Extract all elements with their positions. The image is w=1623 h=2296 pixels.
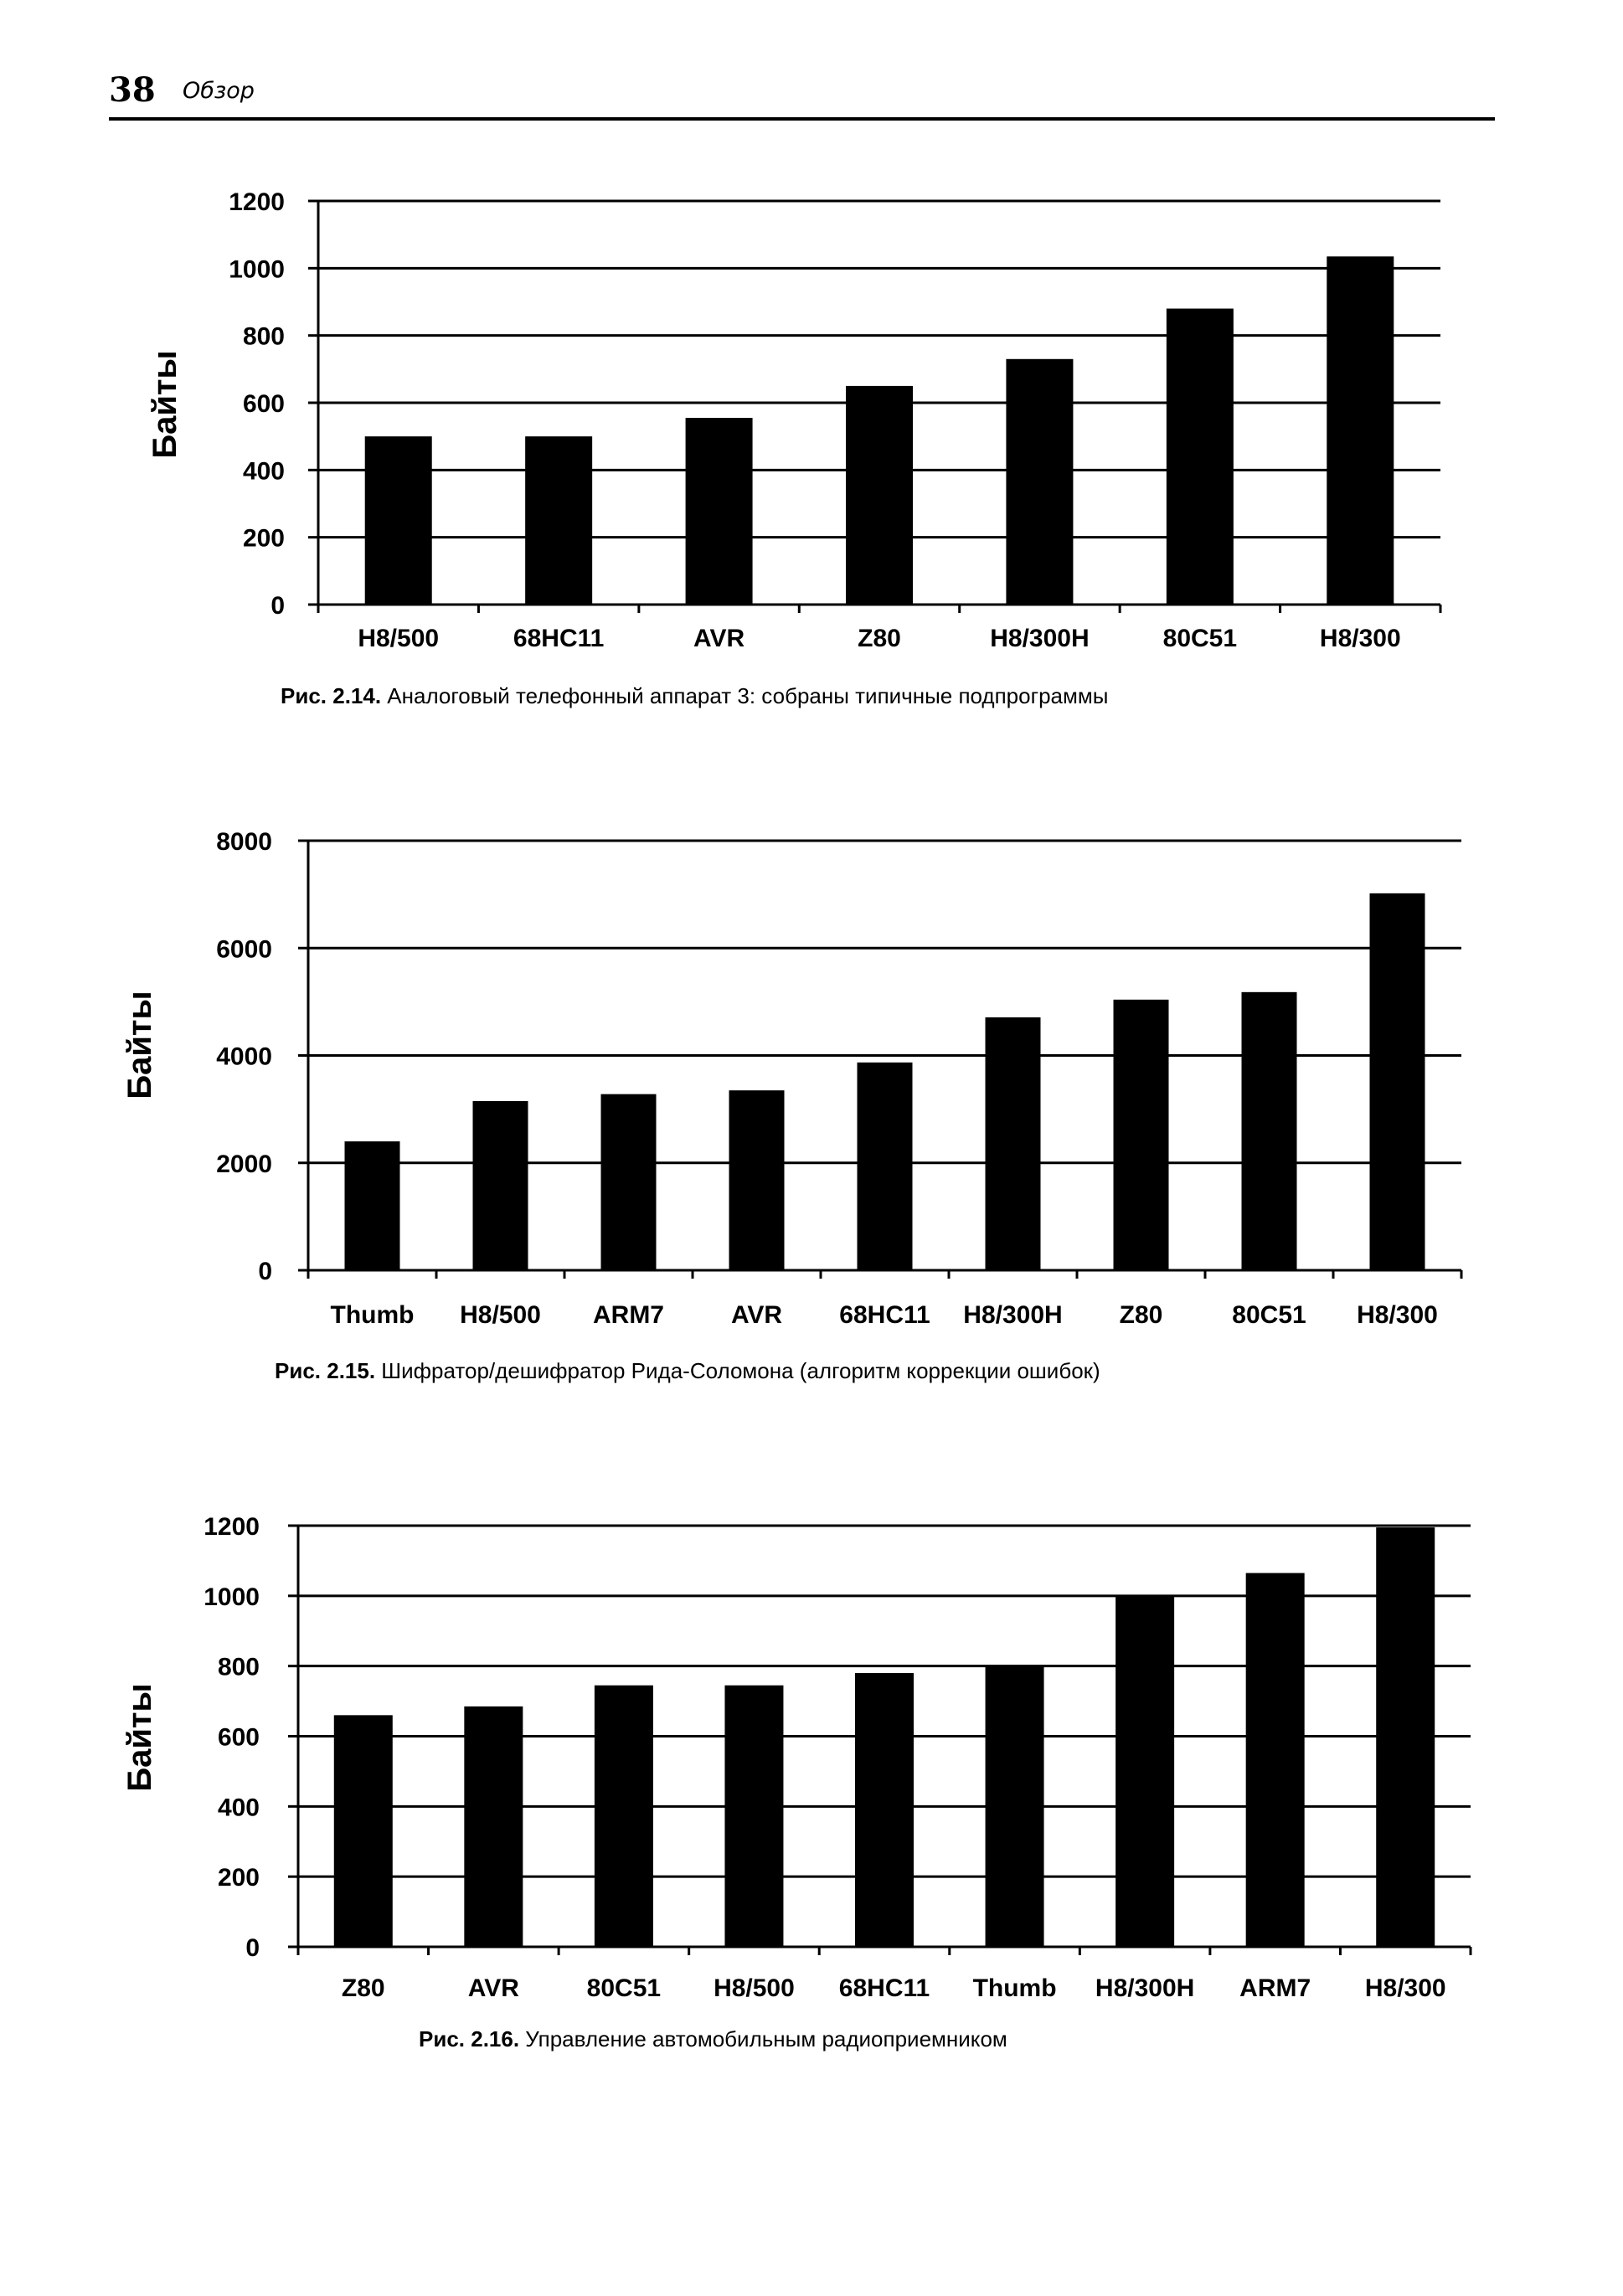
y-tick-label: 400 [242,457,285,486]
x-category-label: H8/300H [1095,1974,1195,2002]
y-tick-label: 2000 [216,1150,272,1178]
y-tick-label: 8000 [216,828,272,856]
chart-fig-2-14 [0,167,1623,837]
bar [525,436,592,605]
caption-text: Шифратор/дешифратор Рида-Соломона (алгоритм коррекции ошибок) [381,1358,1100,1383]
x-category-label: ARM7 [592,1301,665,1329]
x-category-label: 80C51 [1162,625,1238,652]
page-number: 38 [109,70,156,110]
bar [729,1090,785,1270]
caption-fig-2-16 [419,2026,1007,2052]
bar [855,1673,914,1947]
y-tick-label: 1000 [204,1583,260,1611]
caption-text: Аналоговый телефонный аппарат 3: собраны типичные подпрограммы [387,683,1109,708]
y-tick-label: 400 [217,1794,260,1822]
y-tick-label: 0 [245,1934,260,1962]
y-tick-label: 1200 [204,1513,260,1541]
y-tick-label: 1200 [229,188,285,216]
x-category-label: 68HC11 [838,1974,930,2002]
y-tick-label: 200 [217,1864,260,1892]
caption-text: Управление автомобильным радиоприемником [525,2026,1007,2051]
bar [986,1666,1044,1947]
x-category-label: H8/500 [460,1301,541,1329]
chart-fig-2-16 [0,1490,1623,2026]
caption-fig-label: Рис. 2.16. [419,2026,520,2051]
bar [334,1715,393,1947]
bar [473,1101,528,1270]
x-category-label: H8/300H [990,625,1090,652]
x-category-label: H8/300H [963,1301,1063,1329]
y-tick-label: 200 [242,524,285,553]
caption-fig-label: Рис. 2.14. [281,683,382,708]
bar [345,1141,400,1270]
bar [986,1017,1041,1270]
x-category-label: H8/300 [1364,1974,1446,2002]
y-tick-label: 800 [217,1653,260,1681]
x-category-label: 68HC11 [839,1301,930,1329]
x-category-label: Z80 [858,625,901,652]
caption-fig-2-15 [275,1358,1100,1384]
bar [1006,359,1073,605]
bar [1242,992,1297,1270]
x-category-label: H8/500 [358,625,440,652]
bar [1114,1000,1169,1270]
bar [365,436,432,605]
bar [686,418,753,605]
bar [1246,1573,1305,1947]
x-category-label: H8/500 [714,1974,795,2002]
x-category-label: 80C51 [586,1974,662,2002]
bar [595,1686,653,1947]
page-header [109,67,1495,121]
y-tick-label: 0 [270,592,285,620]
bar [601,1094,657,1270]
bar [1167,309,1234,605]
y-tick-label: 600 [242,390,285,418]
caption-fig-2-14 [281,683,1108,709]
x-category-label: 68HC11 [513,625,605,652]
bar [1376,1527,1435,1947]
y-axis-title: Байты [121,991,158,1099]
bar [1115,1596,1174,1947]
x-category-label: Z80 [1119,1301,1163,1329]
x-category-label: AVR [730,1301,783,1329]
x-category-label: ARM7 [1239,1974,1311,2002]
y-tick-label: 600 [217,1723,260,1752]
y-tick-label: 800 [242,322,285,351]
x-category-label: AVR [467,1974,519,2002]
y-tick-label: 4000 [216,1042,272,1071]
bar [1370,893,1425,1270]
y-axis-title: Байты [121,1683,158,1792]
y-tick-label: 0 [258,1258,272,1285]
x-category-label: H8/300 [1357,1301,1438,1329]
caption-fig-label: Рис. 2.15. [275,1358,376,1383]
bar [1327,256,1394,605]
x-category-label: 80C51 [1232,1301,1306,1329]
x-category-label: Thumb [972,1974,1057,2002]
y-axis-title: Байты [147,350,183,459]
y-tick-label: 6000 [216,935,272,964]
bar [724,1686,783,1947]
bar [858,1063,913,1270]
section-title: Обзор [183,78,255,104]
x-category-label: Thumb [330,1301,415,1329]
bar [846,386,913,605]
chart-fig-2-15 [0,821,1623,1356]
bar [464,1707,523,1947]
y-tick-label: 1000 [229,255,285,284]
x-category-label: AVR [693,625,745,652]
x-category-label: Z80 [341,1974,385,2002]
x-category-label: H8/300 [1319,625,1401,652]
